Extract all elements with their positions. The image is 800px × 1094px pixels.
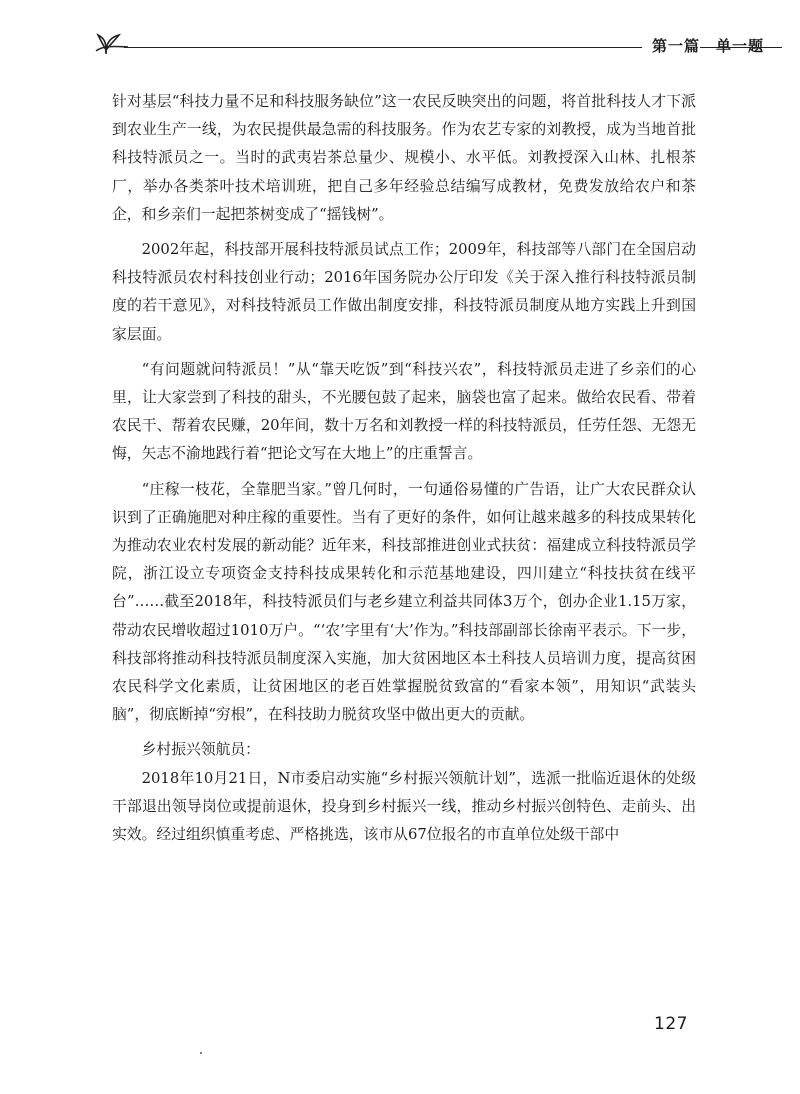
paragraph-3: “有问题就问特派员！”从“靠天吃饭”到“科技兴农”，科技特派员走进了乡亲们的心里，让大家尝到了科技的甜头，不光腰包鼓了起来，脑袋也富了起来。做给农民看、带着农民干、帮着农民赚，20年间，数十万名和刘教授一样的科技特派员，任劳任怨、无怨无悔，矢志不渝地践行着“把论文写在大地上”的庄重誓言。 — [112, 360, 696, 463]
paragraph-4: “庄稼一枝花，全靠肥当家。”曾几何时，一句通俗易懂的广告语，让广大农民群众认识到了正确施肥对种庄稼的重要性。当有了更好的条件，如何让越来越多的科技成果转化为推动农业农村发展的新动能？近年来，科技部推进创业式扶贫：福建成立科技特派员学院，浙江设立专项资金支持科技成果转化和示范基地建设，四川建立“科技扶贫在线平台”……截至2018年，科技特派员们与老乡建立利益共同体3万个，创办企业1.15万家，带动农民增收超过1010万户。“‘农’字里有‘大’作为。”科技部副部长徐南平表示。下一步，科技部将推动科技特派员制度深入实施，加大贫困地区本土科技人员培训力度，提高贫困农民科学文化素质，让贫困地区的老百姓掌握脱贫致富的“看家本领”，用知识“武装头脑”，彻底断掉“穷根”，在科技助力脱贫攻坚中做出更大的贡献。 — [112, 480, 696, 724]
paragraph-1: 针对基层“科技力量不足和科技服务缺位”这一农民反映突出的问题，将首批科技人才下派到农业生产一线，为农民提供最急需的科技服务。作为农艺专家的刘教授，成为当地首批科技特派员之一。当时的武夷岩茶总量少、规模小、水平低。刘教授深入山林、扎根茶厂，举办各类茶叶技术培训班，把自己多年经验总结编写成教材，免费发放给农户和茶企，和乡亲们一起把茶树变成了“摇钱树”。 — [112, 93, 696, 223]
chapter-title: 第一篇 单一题 — [652, 37, 765, 55]
sprout-icon — [92, 30, 132, 56]
header-rule-right — [700, 47, 782, 48]
running-header — [92, 30, 782, 60]
header-rule — [124, 47, 642, 48]
page-number: 127 — [654, 1014, 688, 1034]
paragraph-5: 2018年10月21日，N市委启动实施“乡村振兴领航计划”，选派一批临近退休的处级干部退出领导岗位或提前退休，投身到乡村振兴一线，推动乡村振兴创特色、走前头、出实效。经过组织慎重考虑、严格挑选，该市从67位报名的市直单位处级干部中 — [112, 769, 696, 844]
page-body — [112, 88, 696, 849]
section-label: 乡村振兴领航员： — [141, 741, 260, 759]
scan-speck — [200, 1052, 202, 1054]
paragraph-2: 2002年起，科技部开展科技特派员试点工作；2009年，科技部等八部门在全国启动科技特派员农村科技创业行动；2016年国务院办公厅印发《关于深入推行科技特派员制度的若干意见》，对科技特派员工作做出制度安排，科技特派员制度从地方实践上升到国家层面。 — [112, 241, 696, 343]
